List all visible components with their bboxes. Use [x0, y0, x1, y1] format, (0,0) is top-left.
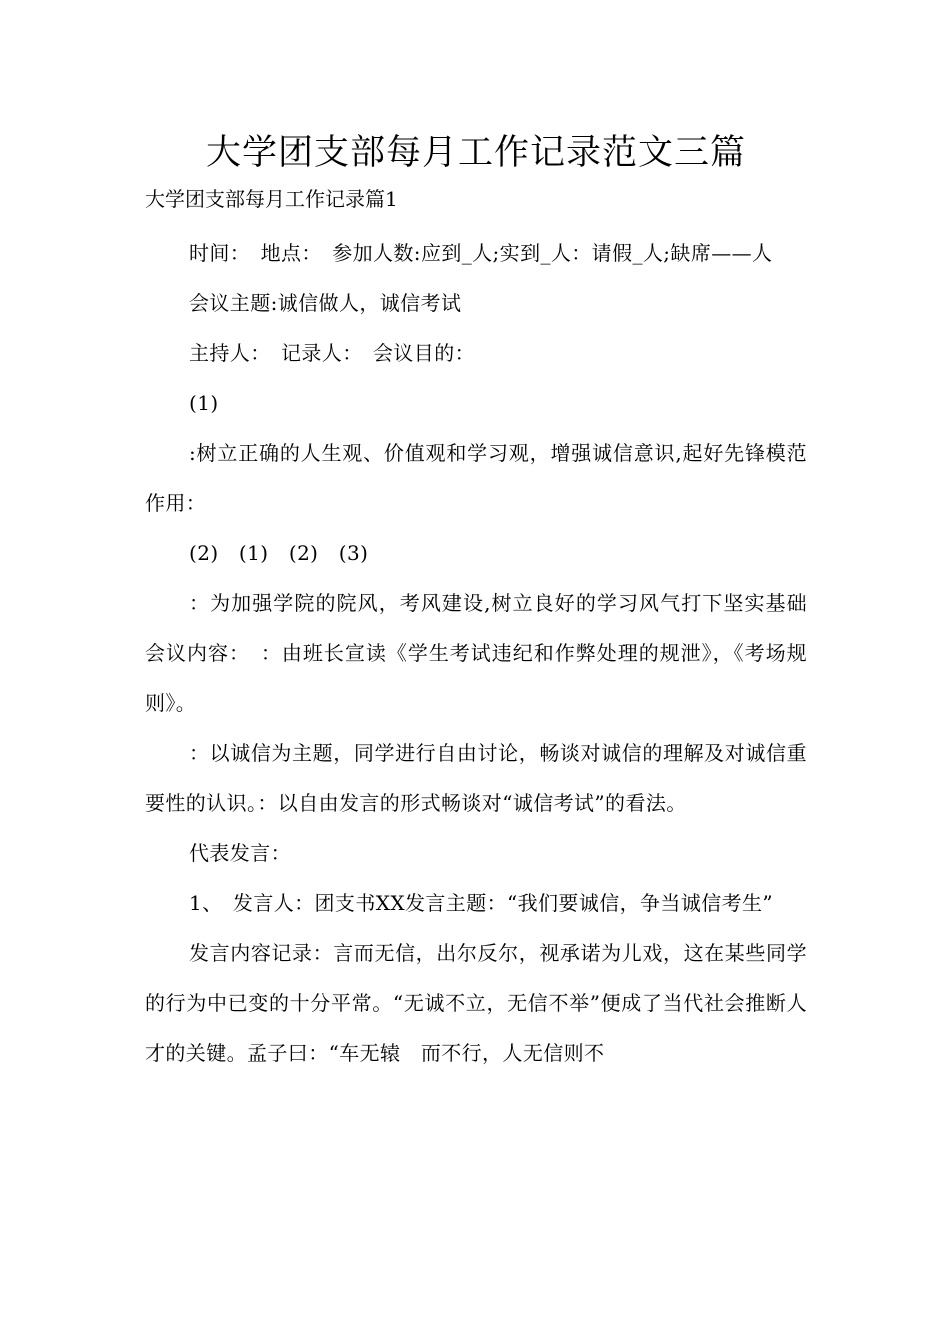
paragraph-host-recorder: 主持人： 记录人： 会议目的：	[189, 341, 475, 365]
paragraph-speech-record: 发言内容记录：言而无信，出尔反尔，视承诺为儿戏，这在某些同学的行为中已变的十分平常。“无诚不立，无信不举”便成了当代社会推断人才的关键。孟子曰：“车无辕 而不行，人无信则不	[145, 941, 807, 1065]
document-page	[145, 128, 828, 1078]
paragraph-speaker: 1、 发言人：团支书XX发言主题：“我们要诚信，争当诚信考生”	[189, 891, 774, 915]
paragraph-meeting-info: 时间： 地点： 参加人数:应到_人;实到_人：请假_人;缺席——人	[189, 241, 773, 265]
paragraph-representative: 代表发言：	[189, 841, 291, 865]
paragraph-item-list: (2) (1) (2) (3)	[189, 541, 369, 565]
paragraph-content-1: ：为加强学院的院风，考风建设,树立良好的学习风气打下坚实基础 会议内容： ：由班长宣读《学生考试违纪和作弊处理的规泄》，《考场规则》。	[145, 591, 828, 715]
paragraph-content-2: ：以诚信为主题，同学进行自由讨论，畅谈对诚信的理解及对诚信重要性的认识。：以自由发言的形式畅谈对“诚信考试”的看法。	[145, 741, 807, 815]
paragraph-item-1: (1)	[189, 391, 219, 415]
document-title: 大学团支部每月工作记录范文三篇	[205, 133, 746, 173]
paragraph-meeting-topic: 会议主题:诚信做人，诚信考试	[189, 291, 462, 315]
section-heading: 大学团支部每月工作记录篇1	[145, 187, 398, 211]
paragraph-purpose: :树立正确的人生观、价值观和学习观，增强诚信意识,起好先锋模范作用：	[145, 441, 807, 515]
